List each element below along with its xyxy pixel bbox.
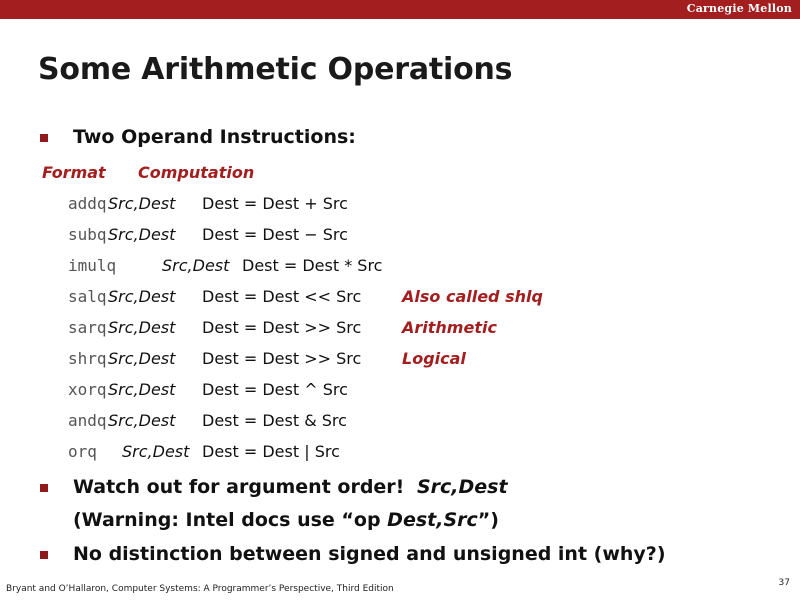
computation: Dest = Dest − Src bbox=[202, 225, 348, 244]
computation: Dest = Dest & Src bbox=[202, 411, 347, 430]
note-logical: Logical bbox=[402, 349, 466, 368]
operands: Src,Dest bbox=[108, 411, 176, 430]
format-header: Format bbox=[42, 163, 106, 182]
top-banner bbox=[0, 0, 800, 19]
note-also-called-shlq: Also called shlq bbox=[402, 287, 543, 306]
bullet-marker bbox=[40, 484, 48, 492]
operands: Src,Dest bbox=[162, 256, 230, 275]
operands: Src,Dest bbox=[108, 349, 176, 368]
bullet-argument-order bbox=[73, 476, 508, 498]
opcode: orq bbox=[68, 442, 97, 461]
opcode: addq bbox=[68, 194, 107, 213]
bullet-two-operand: Two Operand Instructions: bbox=[73, 126, 356, 148]
bullet-marker bbox=[40, 551, 48, 559]
argument-order-warning: Watch out for argument order! bbox=[73, 476, 405, 498]
opcode: sarq bbox=[68, 318, 107, 337]
brand-name: Carnegie Mellon bbox=[686, 2, 792, 15]
page-number: 37 bbox=[778, 578, 790, 588]
opcode: salq bbox=[68, 287, 107, 306]
footer-citation: Bryant and O’Hallaron, Computer Systems: A Programmer’s Perspective, Third Edition bbox=[6, 584, 394, 594]
bullet-intel-warning bbox=[73, 509, 499, 531]
intel-warning-prefix: (Warning: Intel docs use “op bbox=[73, 509, 388, 531]
computation: Dest = Dest * Src bbox=[242, 256, 383, 275]
note-arithmetic: Arithmetic bbox=[402, 318, 497, 337]
opcode: imulq bbox=[68, 256, 117, 275]
computation: Dest = Dest << Src bbox=[202, 287, 362, 306]
computation-header: Computation bbox=[138, 163, 255, 182]
computation: Dest = Dest + Src bbox=[202, 194, 348, 213]
opcode: shrq bbox=[68, 349, 107, 368]
argument-order-italic: Src,Dest bbox=[416, 476, 508, 498]
computation: Dest = Dest >> Src bbox=[202, 349, 362, 368]
operands: Src,Dest bbox=[108, 318, 176, 337]
operands: Src,Dest bbox=[122, 442, 190, 461]
bullet-signed-unsigned: No distinction between signed and unsigned int (why?) bbox=[73, 543, 666, 565]
operands: Src,Dest bbox=[108, 380, 176, 399]
opcode: subq bbox=[68, 225, 107, 244]
computation: Dest = Dest ^ Src bbox=[202, 380, 348, 399]
opcode: andq bbox=[68, 411, 107, 430]
operands: Src,Dest bbox=[108, 287, 176, 306]
computation: Dest = Dest >> Src bbox=[202, 318, 362, 337]
slide-title: Some Arithmetic Operations bbox=[38, 52, 513, 87]
intel-warning-italic: Dest,Src bbox=[387, 509, 478, 531]
operands: Src,Dest bbox=[108, 194, 176, 213]
opcode: xorq bbox=[68, 380, 107, 399]
operands: Src,Dest bbox=[108, 225, 176, 244]
bullet-marker bbox=[40, 134, 48, 142]
intel-warning-suffix: ”) bbox=[477, 509, 499, 531]
computation: Dest = Dest | Src bbox=[202, 442, 340, 461]
